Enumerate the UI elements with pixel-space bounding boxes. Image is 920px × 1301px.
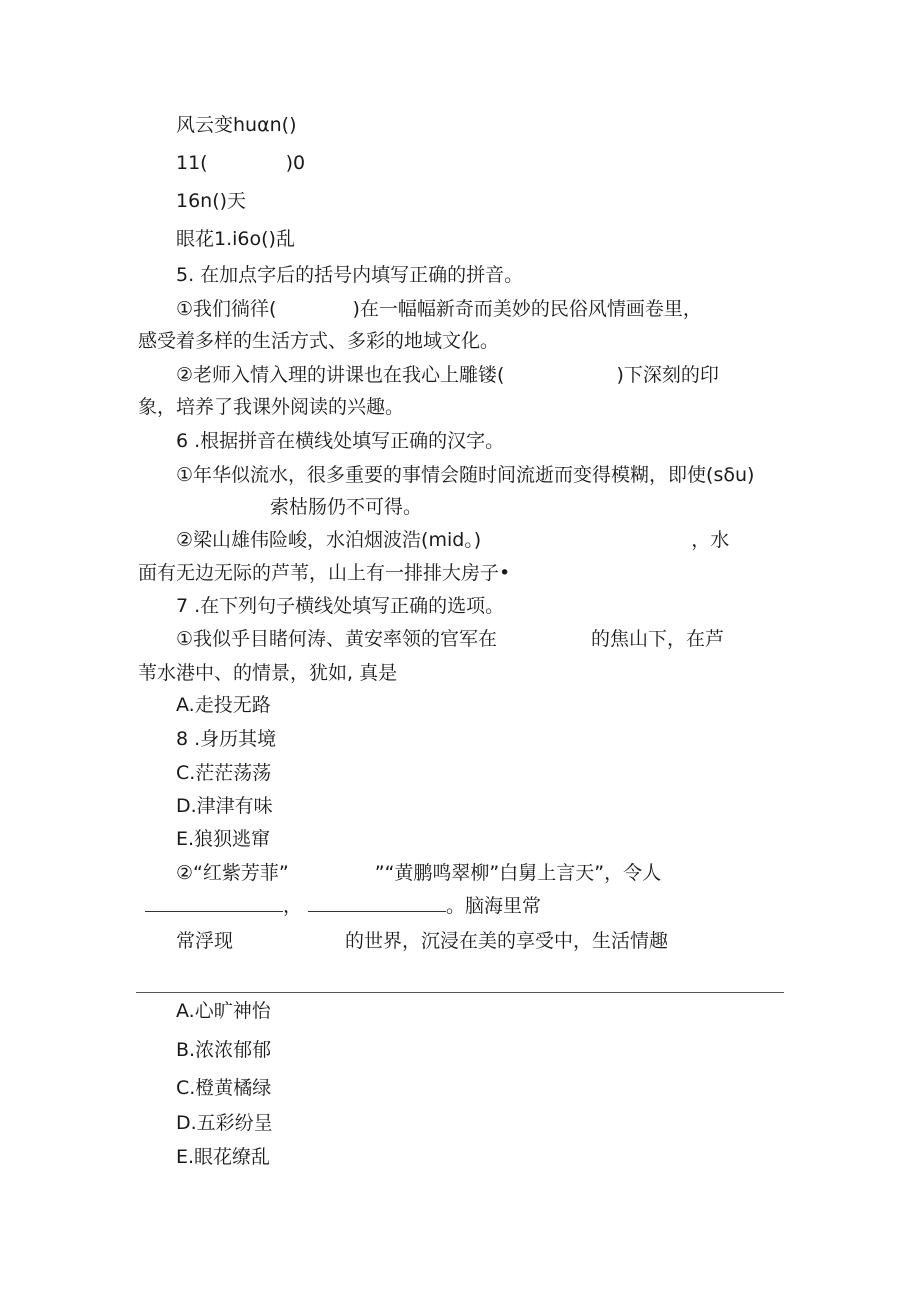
text: )下深刻的印 xyxy=(616,364,719,386)
text: ①年华似流水，很多重要的事情会随时间流逝而变得模糊，即使(sδu) xyxy=(176,464,755,486)
text: D.五彩纷呈 xyxy=(176,1112,273,1134)
text: 11( xyxy=(176,152,208,174)
text: 常浮现 xyxy=(176,930,234,952)
question-6-title xyxy=(176,428,504,454)
text: C.橙黄橘绿 xyxy=(176,1077,272,1099)
text: A.心旷神怡 xyxy=(176,1000,271,1022)
question-7-item-1 xyxy=(176,626,724,652)
text: A.走投无路 xyxy=(176,694,271,716)
answer-blank[interactable] xyxy=(308,893,446,912)
question-6-item-2-cont xyxy=(138,560,510,586)
answer-blank[interactable] xyxy=(145,893,283,912)
text: B.浓浓郁郁 xyxy=(176,1039,272,1061)
text: ”“黄鹏鸣翠柳”白舅上言天”，令人 xyxy=(374,862,662,884)
text: 。脑海里常 xyxy=(446,895,542,917)
question-5-title xyxy=(176,262,523,288)
question-7-item-1-cont xyxy=(138,660,397,686)
answer-line[interactable] xyxy=(136,992,784,993)
text: C.茫茫荡荡 xyxy=(176,762,272,784)
question-6-item-1 xyxy=(176,462,754,488)
text: ，水 xyxy=(691,529,730,551)
question-6-item-1-cont xyxy=(270,494,422,520)
text: ②老师入情入理的讲课也在我心上雕镂( xyxy=(176,364,505,386)
text: 的焦山下，在芦 xyxy=(591,628,725,650)
question-5-item-2-cont xyxy=(138,394,404,420)
text: E.眼花缭乱 xyxy=(176,1146,271,1168)
text: )0 xyxy=(285,152,306,174)
question-7-item-2-blanks xyxy=(145,893,541,919)
text: 象，培养了我课外阅读的兴趣。 xyxy=(138,396,405,418)
text: ②梁山雄伟险峻，水泊烟波浩(mid。) xyxy=(176,529,482,551)
text: 6 .根据拼音在横线处填写正确的汉字。 xyxy=(176,430,505,452)
text: 索枯肠仍不可得。 xyxy=(270,496,423,518)
text: 5. 在加点字后的括号内填写正确的拼音。 xyxy=(176,264,524,286)
line-yanhua xyxy=(176,226,295,252)
option-e-2 xyxy=(176,1144,270,1170)
line-fengyun xyxy=(176,112,296,138)
text: 感受着多样的生活方式、多彩的地域文化。 xyxy=(138,330,500,352)
line-11 xyxy=(176,150,305,176)
text: 7 .在下列句子横线处填写正确的选项。 xyxy=(176,595,505,617)
text: ， xyxy=(283,895,303,917)
text: 8 .身历其境 xyxy=(176,728,277,750)
option-d-1 xyxy=(176,793,273,819)
question-7-item-2 xyxy=(176,860,661,886)
text: 苇水港中、的情景，犹如, 真是 xyxy=(138,662,398,684)
option-a-1 xyxy=(176,692,271,718)
option-c-1 xyxy=(176,760,271,786)
text: 眼花1.i6o()乱 xyxy=(176,228,295,250)
option-c-2 xyxy=(176,1075,271,1101)
text: )在一幅幅新奇而美妙的民俗风情画卷里， xyxy=(352,298,702,320)
text: 风云变huαn() xyxy=(176,114,297,136)
question-8 xyxy=(176,726,276,752)
option-e-1 xyxy=(176,826,270,852)
text: ②“红紫芳菲” xyxy=(176,862,289,884)
text: ①我们徜徉( xyxy=(176,298,277,320)
text: 的世界，沉浸在美的享受中，生活情趣 xyxy=(345,930,669,952)
option-d-2 xyxy=(176,1110,273,1136)
question-5-item-1 xyxy=(176,296,702,322)
option-b-2 xyxy=(176,1037,271,1063)
question-6-item-2 xyxy=(176,527,729,553)
question-5-item-2 xyxy=(176,362,719,388)
question-7-title xyxy=(176,593,504,619)
text: ①我似乎目睹何涛、黄安率领的官军在 xyxy=(176,628,498,650)
text: D.津津有味 xyxy=(176,795,273,817)
line-16 xyxy=(176,188,246,214)
option-a-2 xyxy=(176,998,271,1024)
question-7-item-2-cont xyxy=(176,928,668,954)
text: 16n()天 xyxy=(176,190,247,212)
text: 面有无边无际的芦苇，山上有一排排大房子• xyxy=(138,562,511,584)
question-5-item-1-cont xyxy=(138,328,499,354)
text: E.狼狈逃窜 xyxy=(176,828,271,850)
